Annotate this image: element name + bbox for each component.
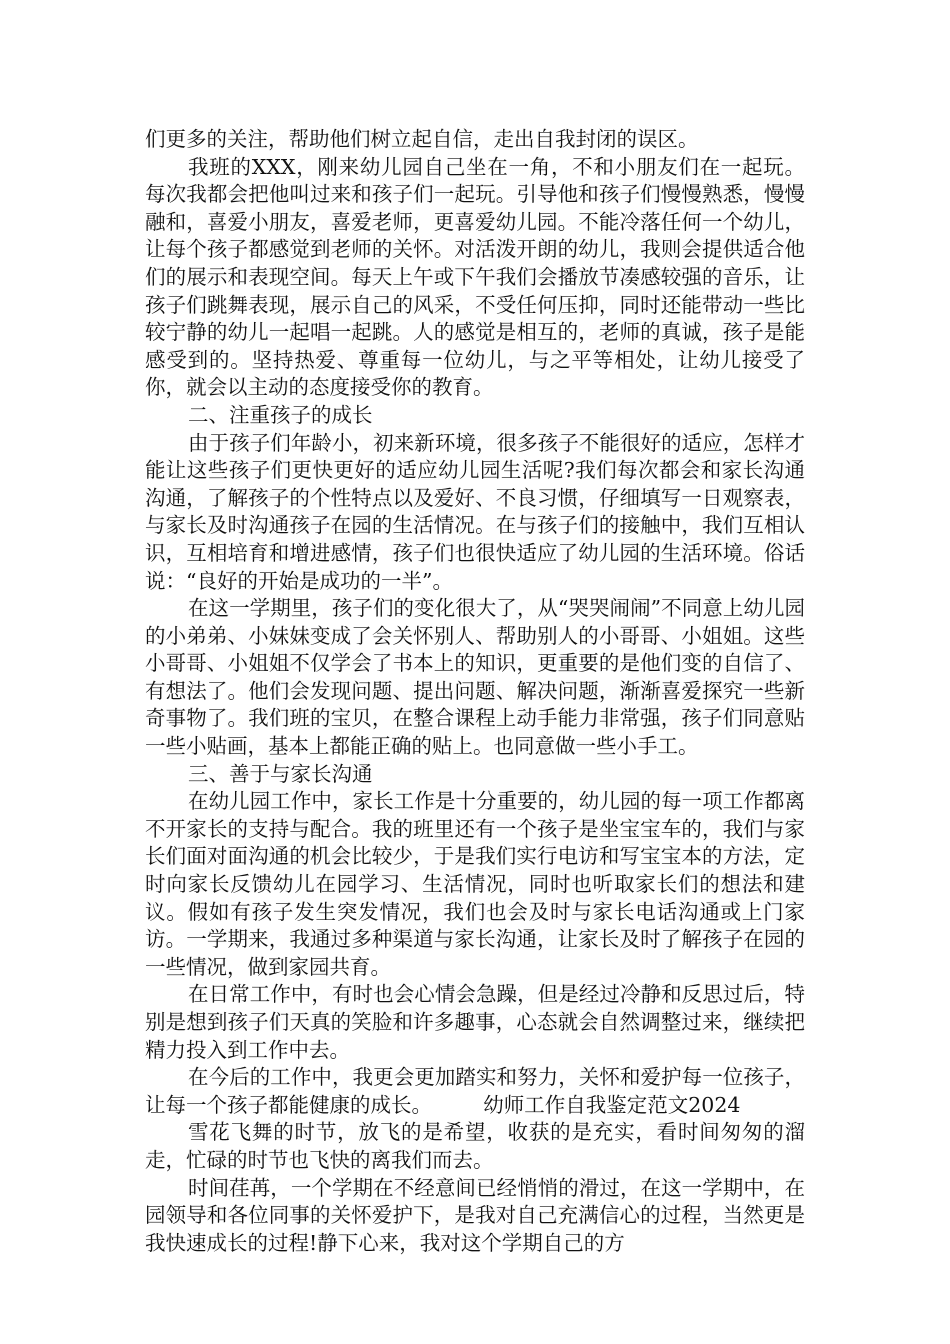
paragraph-adaptation: 由于孩子们年龄小，初来新环境，很多孩子不能很好的适应，怎样才能让这些孩子们更快更好的适应幼儿园生活呢?我们每次都会和家长沟通沟通，了解孩子的个性特点以及爱好、不良习惯，仔细填写一日观察表，与家长及时沟通孩子在园的生活情况。在与孩子们的接触中，我们互相认识，互相培育和增进感情，孩子们也很快适应了幼儿园的生活环境。俗话说：“良好的开始是成功的一半”。 xyxy=(145,430,805,593)
section-heading-2: 二、注重孩子的成长 xyxy=(188,402,373,427)
paragraph-changes: 在这一学期里，孩子们的变化很大了，从“哭哭闹闹”不同意上幼儿园的小弟弟、小妹妹变成了会关怀别人、帮助别人的小哥哥、小姐姐。这些小哥哥、小姐姐不仅学会了书本上的知识，更重要的是他们变的自信了、有想法了。他们会发现问题、提出问题、解决问题，渐渐喜爱探究一些新奇事物了。我们班的宝贝，在整合课程上动手能力非常强，孩子们同意贴一些小贴画，基本上都能正确的贴上。也同意做一些小手工。 xyxy=(145,596,805,759)
paragraph-daily-work: 在日常工作中，有时也会心情会急躁，但是经过冷静和反思过后，特别是想到孩子们天真的笑脸和许多趣事，心态就会自然调整过来，继续把精力投入到工作中去。 xyxy=(145,982,805,1062)
paragraph-parent-communication: 在幼儿园工作中，家长工作是十分重要的，幼儿园的每一项工作都离不开家长的支持与配合。我的班里还有一个孩子是坐宝宝车的，我们与家长们面对面沟通的机会比较少，于是我们实行电访和写宝宝本的方法，定时向家长反馈幼儿在园学习、生活情况，同时也听取家长们的想法和建议。假如有孩子发生突发情况，我们也会及时与家长电话沟通或上门家访。一学期来，我通过多种渠道与家长沟通，让家长及时了解孩子在园的一些情况，做到家园共育。 xyxy=(145,789,805,979)
paragraph-snow-season: 雪花飞舞的时节，放飞的是希望，收获的是充实，看时间匆匆的溜走，忙碌的时节也飞快的离我们而去。 xyxy=(145,1120,805,1172)
paragraph-continuation: 们更多的关注，帮助他们树立起自信，走出自我封闭的误区。 xyxy=(145,127,699,151)
document-body xyxy=(145,126,805,1257)
section-heading-3: 三、善于与家长沟通 xyxy=(188,761,373,786)
paragraph-semester-reflection: 时间荏苒，一个学期在不经意间已经悄悄的滑过，在这一学期中，在园领导和各位同事的关怀爱护下，是我对自己充满信心的过程，当然更是我快速成长的过程!静下心来，我对这个学期自己的方 xyxy=(145,1175,805,1255)
paragraph-xxx-child: 我班的XXX，刚来幼儿园自己坐在一角，不和小朋友们在一起玩。每次我都会把他叫过来和孩子们一起玩。引导他和孩子们慢慢熟悉，慢慢融和，喜爱小朋友，喜爱老师，更喜爱幼儿园。不能冷落任何一个幼儿，让每个孩子都感觉到老师的关怀。对活泼开朗的幼儿，我则会提供适合他们的展示和表现空间。每天上午或下午我们会播放节凑感较强的音乐，让孩子们跳舞表现，展示自己的风采，不受任何压抑，同时还能带动一些比较宁静的幼儿一起唱一起跳。人的感觉是相互的，老师的真诚，孩子是能感受到的。坚持热爱、尊重每一位幼儿，与之平等相处，让幼儿接受了你，就会以主动的态度接受你的教育。 xyxy=(145,154,805,400)
paragraph-future-work: 在今后的工作中，我更会更加踏实和努力，关怀和爱护每一位孩子，让每一个孩子都能健康的成长。 幼师工作自我鉴定范文2024 xyxy=(145,1065,805,1117)
